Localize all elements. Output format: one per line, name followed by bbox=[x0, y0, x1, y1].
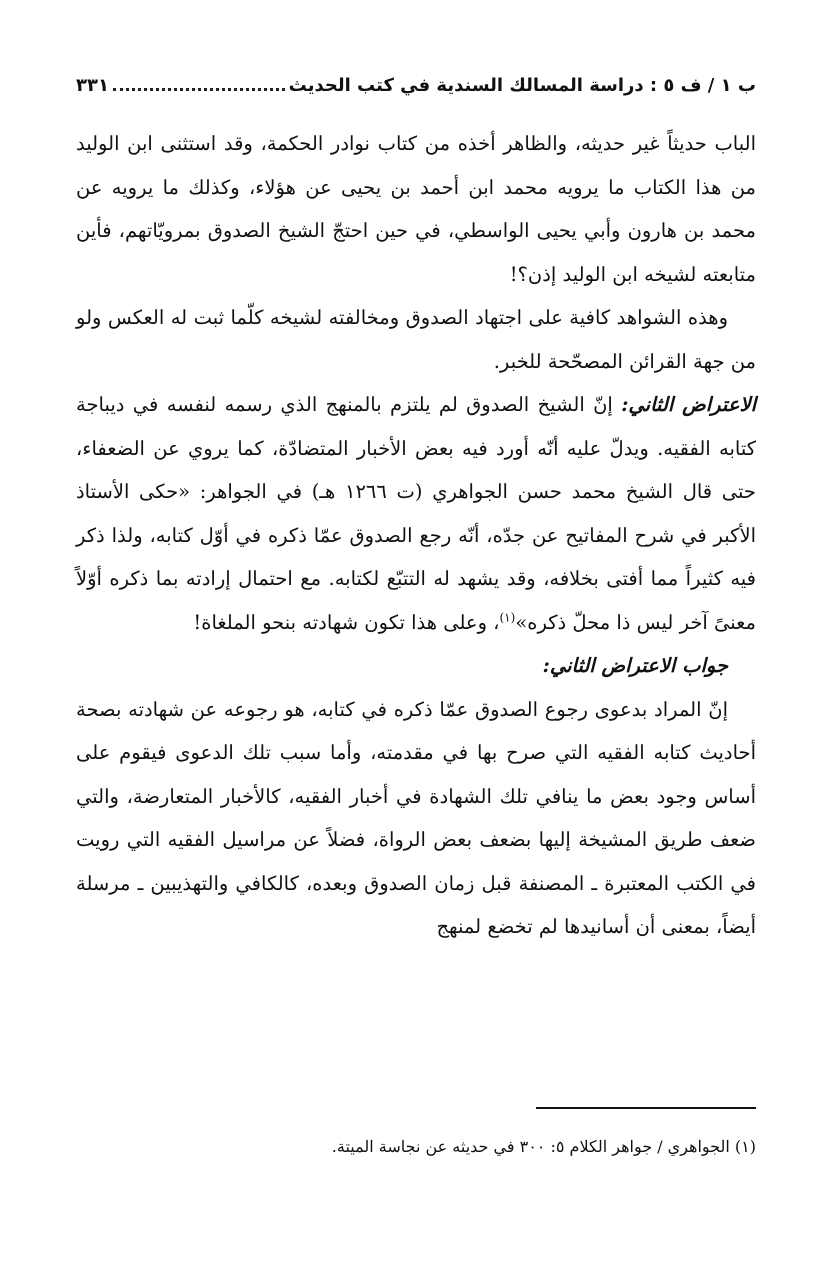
section-title: ب ١ / ف ٥ : دراسة المسالك السندية في كتب الحديث bbox=[288, 75, 756, 96]
paragraph-1: الباب حديثاً غير حديثه، والظاهر أخذه من كتاب نوادر الحكمة، وقد استثنى ابن الوليد من هذا الكتاب ما يرويه محمد ابن أحمد بن يحيى عن هؤلاء، وكذلك ما يرويه عن محمد بن هارون وأبي يحيى الواسطي، في حين احتجّ الشيخ الصدوق بمرويّاتهم، فأين متابعته لشيخه ابن الوليد إذن؟! bbox=[76, 132, 756, 286]
leader-dots bbox=[113, 74, 285, 91]
running-header bbox=[76, 74, 756, 108]
page-number: ٣٣١ bbox=[76, 75, 109, 96]
paragraph-3 bbox=[76, 383, 756, 644]
paragraph-4: إنّ المراد بدعوى رجوع الصدوق عمّا ذكره في كتابه، هو رجوعه عن شهادته بصحة أحاديث كتابه الفقيه التي صرح بها في مقدمته، وأما سبب تلك الدعوى فيقوم على أساس وجود بعض ما ينافي تلك الشهادة في أخبار الفقيه، كالأخبار المتعارضة، والتي ضعف طريق المشيخة إليها بضعف بعض الرواة، فضلاً عن مراسيل الفقيه التي رويت في الكتب المعتبرة ـ المصنفة قبل زمان الصدوق وبعده، كالكافي والتهذيبين ـ مرسلة أيضاً، بمعنى أن أسانيدها لم تخضع لمنهج bbox=[76, 697, 756, 938]
paragraph-2: وهذه الشواهد كافية على اجتهاد الصدوق ومخالفته لشيخه كلّما ثبت له العكس ولو من جهة القرائن المصحّحة للخبر. bbox=[76, 306, 756, 373]
paragraph-3-text: إنّ الشيخ الصدوق لم يلتزم بالمنهج الذي رسمه لنفسه في ديباجة كتابه الفقيه. ويدلّ عليه أنّه أورد فيه بعض الأخبار المتضادّة، كما يروي عن الضعفاء، حتى قال الشيخ محمد حسن الجواهري (ت ١٢٦٦ هـ) في الجواهر: «حكى الأستاذ الأكبر في شرح المفاتيح عن جدّه، أنّه رجع الصدوق عمّا ذكره في أوّل كتابه، ولذا ذكر فيه كثيراً مما أفتى بخلافه، وقد يشهد له التتبّع لكتابه. مع احتمال إرادته بما ذكره أوّلاً معنىً آخر ليس ذا محلّ ذكره» bbox=[76, 393, 756, 634]
footnote-ref: (١) bbox=[499, 610, 516, 624]
footnote: (١) الجواهري / جواهر الكلام ٥: ٣٠٠ في حديثه عن نجاسة الميتة. bbox=[331, 1137, 756, 1156]
footnote-divider bbox=[536, 1107, 756, 1109]
answer-heading: جواب الاعتراض الثاني: bbox=[542, 654, 728, 677]
main-text bbox=[76, 122, 756, 949]
objection-label: الاعتراض الثاني: bbox=[621, 393, 756, 416]
paragraph-3-tail: ، وعلى هذا تكون شهادته بنحو الملغاة! bbox=[193, 610, 500, 634]
